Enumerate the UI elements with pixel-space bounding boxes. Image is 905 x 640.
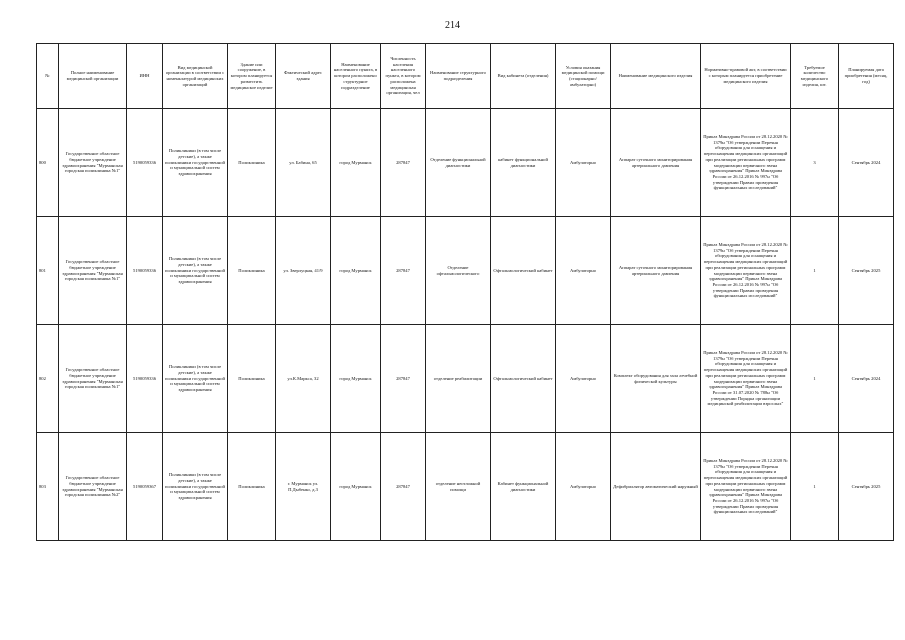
row-number-cell: 802 — [37, 325, 59, 433]
table-row — [37, 325, 894, 433]
building-cell: Поликлиника — [228, 217, 276, 325]
column-header: № — [37, 44, 59, 109]
column-header: Требуемое количество медицинского изделия, шт. — [791, 44, 839, 109]
law-cell: Приказ Минздрава России от 28.12.2020 № 1379н "Об утверждении Перечня оборудования для оснащения и переоснащения медицинских организаций при реализации региональных программ модернизации первичного звена здравоохранения" Приказ Минздрава России от 31.07.2020 № 788н "Об утверждении Порядка организации медицинской реабилитации взрослых" — [701, 325, 791, 433]
building-cell: Поликлиника — [228, 109, 276, 217]
law-cell: Приказ Минздрава России от 28.12.2020 № 1379н "Об утверждении Перечня оборудования для оснащения и переоснащения медицинских организаций при реализации региональных программ модернизации первичного звена здравоохранения" Приказ Минздрава России от 26.12.2016 № 997н "Об утверждении Правил проведения функциональных исследований" — [701, 433, 791, 541]
cabinet-cell: Офтальмологический кабинет — [491, 217, 556, 325]
column-header: Наименование структурного подразделения — [426, 44, 491, 109]
cabinet-cell: кабинет функциональной диагностики — [491, 109, 556, 217]
row-number-cell: 803 — [37, 433, 59, 541]
column-header: Планируемая дата приобретения (месяц, год) — [839, 44, 894, 109]
population-cell: 287847 — [381, 433, 426, 541]
column-header: Условия оказания медицинской помощи (стационарно/амбулаторно) — [556, 44, 611, 109]
address-cell: г. Мурманск ул. П.Дыбенко, д.3 — [276, 433, 331, 541]
table-row — [37, 109, 894, 217]
column-header: Численность населения населенного пункта, в котором расположена медицинская организация, чел — [381, 44, 426, 109]
quantity-cell: 1 — [791, 325, 839, 433]
org-type-cell: Поликлиники (в том числе детские), а также поликлиники государственной и муниципальной систем здравоохранения — [163, 217, 228, 325]
table-body — [37, 109, 894, 541]
date-cell: Сентябрь 2024 — [839, 325, 894, 433]
device-cell: Дефибриллятор автоматический наружный — [611, 433, 701, 541]
column-header: Вид кабинета (отделения) — [491, 44, 556, 109]
population-cell: 287847 — [381, 217, 426, 325]
column-header: Фактический адрес здания — [276, 44, 331, 109]
population-cell: 287847 — [381, 325, 426, 433]
cabinet-cell: Офтальмологический кабинет — [491, 325, 556, 433]
column-header: Вид медицинской организации в соответствии с номенклатурой медицинских организаций — [163, 44, 228, 109]
inn-cell: 5190059336 — [127, 217, 163, 325]
equipment-table — [36, 43, 894, 541]
org-type-cell: Поликлиники (в том числе детские), а также поликлиники государственной и муниципальной систем здравоохранения — [163, 109, 228, 217]
building-cell: Поликлиника — [228, 325, 276, 433]
row-number-cell: 801 — [37, 217, 59, 325]
device-cell: Комплект оборудования для зала лечебной физической культуры — [611, 325, 701, 433]
table-row — [37, 433, 894, 541]
date-cell: Сентябрь 2025 — [839, 217, 894, 325]
quantity-cell: 3 — [791, 109, 839, 217]
law-cell: Приказ Минздрава России от 28.12.2020 № 1379н "Об утверждении Перечня оборудования для оснащения и переоснащения медицинских организаций при реализации региональных программ модернизации первичного звена здравоохранения" Приказ Минздрава России от 26.12.2016 № 997н "Об утверждении Правил проведения функциональных исследований" — [701, 109, 791, 217]
locality-cell: город Мурманск — [331, 109, 381, 217]
unit-cell: отделение реабилитации — [426, 325, 491, 433]
device-cell: Аппарат суточного мониторирования артериального давления — [611, 217, 701, 325]
locality-cell: город Мурманск — [331, 325, 381, 433]
organization-cell: Государственное областное бюджетное учреждение здравоохранения "Мурманская городская поликлиника №1" — [59, 217, 127, 325]
conditions-cell: Амбулаторно — [556, 325, 611, 433]
column-header: Нормативно-правовой акт, в соответствии с которым планируется приобретение медицинского изделия — [701, 44, 791, 109]
address-cell: ул.К.Маркса, 32 — [276, 325, 331, 433]
quantity-cell: 1 — [791, 433, 839, 541]
device-cell: Аппарат суточного мониторирования артериального давления — [611, 109, 701, 217]
cabinet-cell: Кабинет функциональной диагностики — [491, 433, 556, 541]
inn-cell: 5190059336 — [127, 325, 163, 433]
conditions-cell: Амбулаторно — [556, 433, 611, 541]
organization-cell: Государственное областное бюджетное учреждение здравоохранения "Мурманская городская поликлиника №1" — [59, 325, 127, 433]
row-number-cell: 800 — [37, 109, 59, 217]
table-row — [37, 217, 894, 325]
address-cell: ул. Бабина, 65 — [276, 109, 331, 217]
page-number: 214 — [445, 20, 460, 31]
column-header: Здание или сооружение, в котором планируется разместить медицинское изделие — [228, 44, 276, 109]
quantity-cell: 1 — [791, 217, 839, 325]
conditions-cell: Амбулаторно — [556, 109, 611, 217]
date-cell: Сентябрь 2024 — [839, 109, 894, 217]
org-type-cell: Поликлиники (в том числе детские), а также поликлиники государственной и муниципальной систем здравоохранения — [163, 325, 228, 433]
date-cell: Сентябрь 2025 — [839, 433, 894, 541]
building-cell: Поликлиника — [228, 433, 276, 541]
unit-cell: Отделение функциональной диагностики — [426, 109, 491, 217]
unit-cell: Отделение офтальмологического — [426, 217, 491, 325]
inn-cell: 5190059336 — [127, 109, 163, 217]
population-cell: 287847 — [381, 109, 426, 217]
unit-cell: отделение неотложной помощи — [426, 433, 491, 541]
table-header — [37, 44, 894, 109]
inn-cell: 5190059367 — [127, 433, 163, 541]
column-header: ИНН — [127, 44, 163, 109]
column-header: Наименование медицинского изделия — [611, 44, 701, 109]
organization-cell: Государственное областное бюджетное учреждение здравоохранения "Мурманская городская поликлиника №2" — [59, 433, 127, 541]
address-cell: ул. Зверлуцкая, 41/9 — [276, 217, 331, 325]
organization-cell: Государственное областное бюджетное учреждение здравоохранения "Мурманская городская поликлиника №1" — [59, 109, 127, 217]
org-type-cell: Поликлиники (в том числе детские), а также поликлиники государственной и муниципальной систем здравоохранения — [163, 433, 228, 541]
column-header: Полное наименование медицинской организации — [59, 44, 127, 109]
locality-cell: город Мурманск — [331, 217, 381, 325]
column-header: Наименование населенного пункта, в котором расположено структурное подразделение — [331, 44, 381, 109]
locality-cell: город Мурманск — [331, 433, 381, 541]
header-row — [37, 44, 894, 109]
conditions-cell: Амбулаторно — [556, 217, 611, 325]
law-cell: Приказ Минздрава России от 28.12.2020 № 1379н "Об утверждении Перечня оборудования для оснащения и переоснащения медицинских организаций при реализации региональных программ модернизации первичного звена здравоохранения" Приказ Минздрава России от 26.12.2016 № 997н "Об утверждении Правил проведения функциональных исследований" — [701, 217, 791, 325]
